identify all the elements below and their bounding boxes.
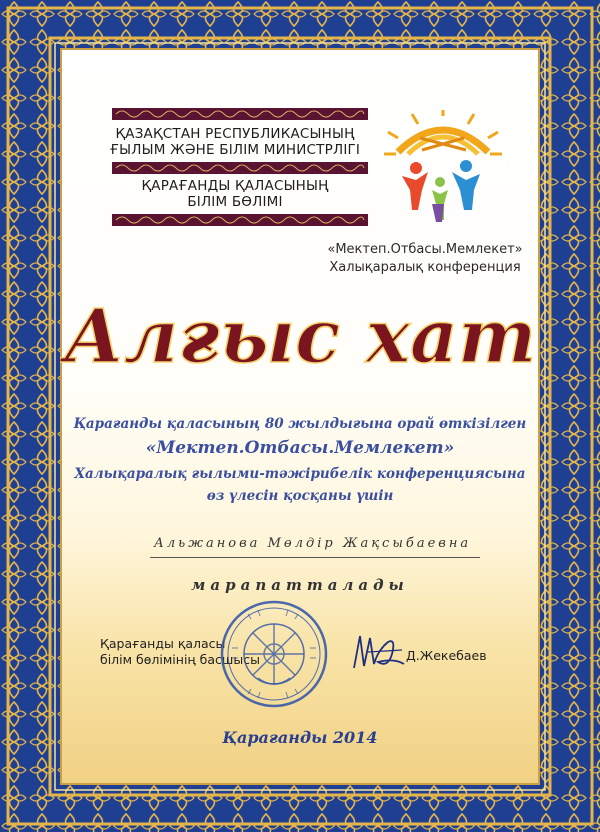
department-name-line1: ҚАРАҒАНДЫ ҚАЛАСЫНЫҢ — [141, 178, 329, 194]
reason-line3: Халықаралық ғылыми-тәжірибелік конференциясына — [74, 466, 526, 482]
conference-name: «Мектеп.Отбасы.Мемлекет» — [327, 242, 523, 257]
reason-line2-conference: «Мектеп.Отбасы.Мемлекет» — [145, 438, 455, 458]
place-and-year: Қарағанды 2014 — [222, 728, 378, 747]
certificate-title — [60, 276, 540, 386]
ministry-ornament-top — [112, 108, 368, 120]
reason-line1: Қарағанды қаласының 80 жылдығына орай өткізілген — [73, 416, 527, 432]
ministry-ornament-middle — [112, 162, 368, 174]
conference-logo-icon — [378, 110, 508, 228]
conference-type: Халықаралық конференция — [329, 260, 521, 275]
signatory-title-line1: Қарағанды қаласы — [100, 636, 226, 651]
department-name-line2: БІЛІМ БӨЛІМІ — [187, 194, 283, 210]
official-seal-icon — [218, 598, 330, 710]
ministry-name-line2: ҒЫЛЫМ ЖӘНЕ БІЛІМ МИНИСТРЛІГІ — [109, 142, 361, 158]
reason-line4: өз үлесін қосқаны үшін — [206, 488, 394, 504]
recipient-name: Альжанова Мөлдір Жақсыбаевна — [150, 536, 480, 558]
ministry-ornament-bottom — [112, 214, 368, 226]
ministry-name-line1: ҚАЗАҚСТАН РЕСПУБЛИКАСЫНЫҢ — [115, 126, 355, 142]
signatory-name: Д.Жекебаев — [406, 648, 487, 663]
title-text: Алғыс хат — [63, 294, 537, 380]
signatory-title-line2: білім бөлімінің басшысы — [100, 652, 260, 667]
signature-icon — [348, 630, 408, 676]
certificate-body — [60, 48, 540, 785]
awarded-text: марапатталады — [191, 576, 409, 594]
